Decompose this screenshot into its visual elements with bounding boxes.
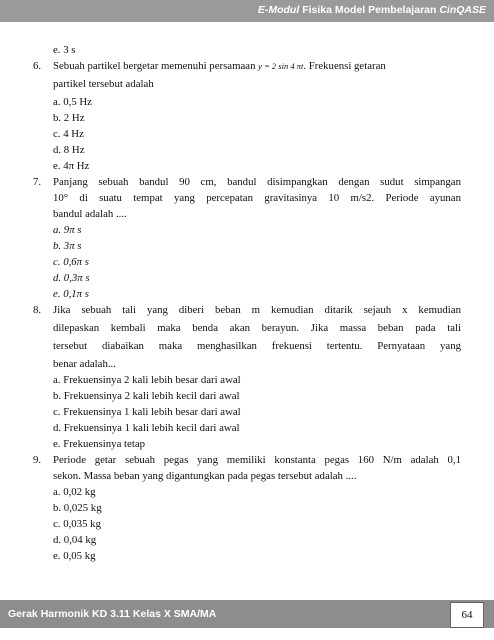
q6-number: 6. [33, 60, 42, 72]
q8-text-line4: benar adalah... [53, 358, 116, 370]
page-number: 64 [450, 602, 484, 628]
q9-option-b: b. 0,025 kg [53, 502, 102, 514]
q8-option-b: b. Frekuensinya 2 kali lebih kecil dari awal [53, 390, 240, 402]
q6-option-e: e. 4π Hz [53, 160, 90, 172]
prev-option-e: e. 3 s [53, 44, 76, 56]
q7-option-e: e. 0,1π s [53, 288, 89, 300]
q6-option-b: b. 2 Hz [53, 112, 85, 124]
q9-number: 9. [33, 454, 42, 466]
q8-text-line2: dilepaskan kembali maka benda akan berayun. Jika massa beban pada tali [53, 322, 461, 334]
q6-text-line1 [53, 60, 386, 73]
q8-option-d: d. Frekuensinya 1 kali lebih kecil dari awal [53, 422, 240, 434]
q8-option-a: a. Frekuensinya 2 kali lebih besar dari awal [53, 374, 241, 386]
q8-option-c: c. Frekuensinya 1 kali lebih besar dari awal [53, 406, 241, 418]
header-model: CinQASE [439, 4, 486, 16]
q9-text-line1: Periode getar sebuah pegas yang memiliki konstanta pegas 160 N/m adalah 0,1 [53, 454, 461, 466]
q8-option-e: e. Frekuensinya tetap [53, 438, 146, 450]
q8-text-line1: Jika sebuah tali yang diberi beban m kemudian ditarik sejauh x kemudian [53, 304, 461, 316]
q6-option-d: d. 8 Hz [53, 144, 85, 156]
q6-equation: y = 2 sin 4 πt [258, 61, 304, 71]
footer-label: Gerak Harmonik KD 3.11 Kelas X SMA/MA [8, 608, 217, 620]
q7-option-d: d. 0,3π s [53, 272, 90, 284]
q6-option-a: a. 0,5 Hz [53, 96, 92, 108]
q6-text-before: Sebuah partikel bergetar memenuhi persamaan [53, 60, 256, 72]
q7-text-line3: bandul adalah .... [53, 208, 127, 220]
q9-option-c: c. 0,035 kg [53, 518, 101, 530]
q9-option-d: d. 0,04 kg [53, 534, 97, 546]
q7-text-line2: 10° di suatu tempat yang percepatan gravitasinya 10 m/s2. Periode ayunan [53, 192, 461, 204]
header-emodul: E-Modul [257, 4, 300, 16]
q7-text-line1: Panjang sebuah bandul 90 cm, bandul disimpangkan dengan sudut simpangan [53, 176, 461, 188]
q9-option-e: e. 0,05 kg [53, 550, 96, 562]
q7-number: 7. [33, 176, 42, 188]
q7-option-b: b. 3π s [53, 240, 82, 252]
header-subject: Fisika Model Pembelajaran [302, 4, 437, 16]
q6-text-after: . Frekuensi getaran [303, 60, 386, 72]
q8-number: 8. [33, 304, 42, 316]
q6-text-line2: partikel tersebut adalah [53, 78, 154, 90]
q8-text-line3: tersebut diabaikan maka menghasilkan frekuensi tertentu. Pernyataan yang [53, 340, 461, 352]
q7-option-c: c. 0,6π s [53, 256, 89, 268]
q6-option-c: c. 4 Hz [53, 128, 84, 140]
q7-option-a: a. 9π s [53, 224, 82, 236]
header-title [258, 4, 486, 16]
page-footer [0, 600, 494, 628]
q9-option-a: a. 0,02 kg [53, 486, 96, 498]
page-header [0, 0, 494, 22]
q9-text-line2: sekon. Massa beban yang digantungkan pada pegas tersebut adalah .... [53, 470, 357, 482]
